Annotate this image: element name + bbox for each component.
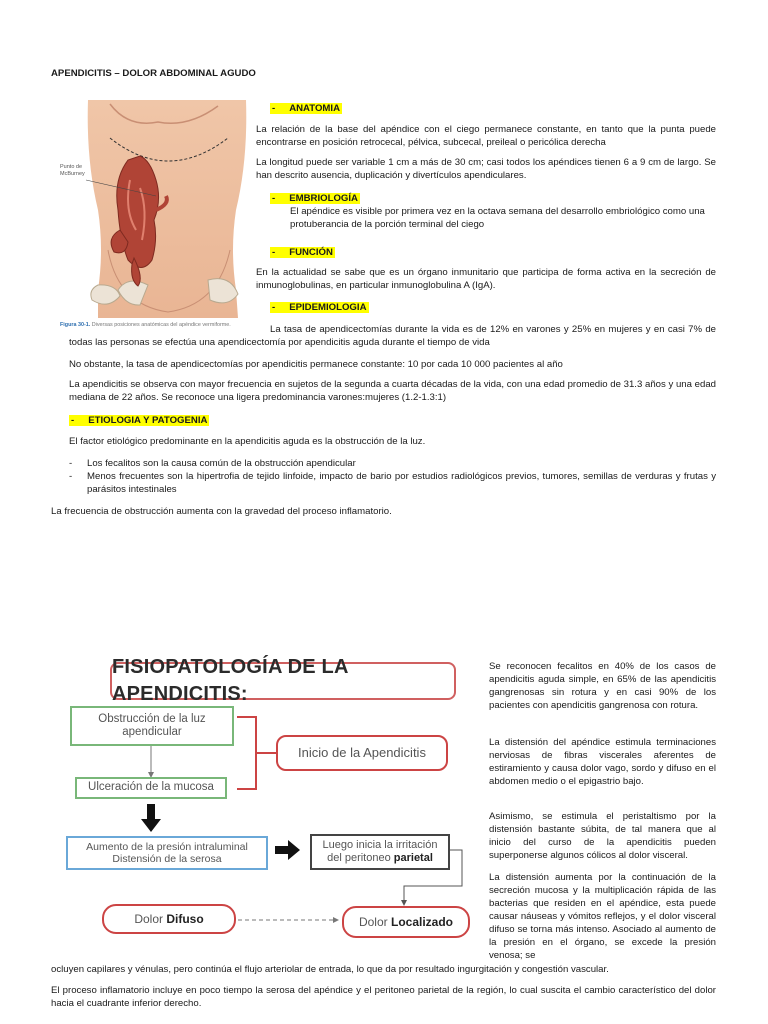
box-dolor-localizado [342, 906, 470, 938]
anatomia-paragraph-2: La longitud puede ser variable 1 cm a más de 30 cm; casi todos los apéndices tienen 6 a 9 cm de largo. Se han descrito ausencia, duplicación y divertículos apendiculares. [256, 157, 716, 181]
box-inicio-label: Inicio de la Apendicitis [298, 745, 426, 761]
box-dolor-localizado-line [359, 914, 453, 930]
box-dolor-localizado-label-a: Dolor [358, 914, 388, 929]
box-dolor-difuso-line [134, 911, 203, 927]
box-aumento [66, 836, 268, 870]
right-paragraph-4: La distensión aumenta por la continuación de la secreción mucosa y la multiplicación rápida de las bacterias que residen en el apéndice, esta puede causar náuseas y vómitos reflejos, y el dolor visceral difuso se torna más intenso. Asociado al aumento de la presión en el órgano, se excede la presión venosa; se [489, 872, 716, 961]
list-item: - Menos frecuentes son la hipertrofia de tejido linfoide, impacto de bario por estudios radiológicos previos, tumores, semillas de verduras y frutas y parásitos intestinales [69, 471, 716, 497]
epidemiologia-paragraph-3: La apendicitis se observa con mayor frecuencia en sujetos de la segunda a cuarta décadas de la vida, con una edad promedio de 31.3 años y una edad mediana de 22 años. Se reconoce una ligera predominancia varones:mujeres (1.2-1.3:1) [69, 379, 716, 403]
mcburney-callout: Punto de McBurney [60, 164, 85, 177]
anatomia-paragraph-1: La relación de la base del apéndice con el ciego permanece constante, en tanto que la punta puede encontrarse en posición retrocecal, pélvica, subcecal, preileal o pericólica derecha [256, 124, 716, 148]
anatomia-heading-highlight: - ANATOMIA [272, 103, 341, 114]
box-irritacion-line-b [327, 852, 433, 865]
funcion-text: En la actualidad se sabe que es un órgano inmunitario que participa de forma activa en la secreción de inmunoglobulinas, en particular inmunoglobulina A (IgA). [256, 267, 716, 291]
etiologia-intro: El factor etiológico predominante en la apendicitis aguda es la obstrucción de la luz. [69, 436, 426, 447]
etiologia-closing: La frecuencia de obstrucción aumenta con la gravedad del proceso inflamatorio. [51, 506, 392, 517]
bottom-paragraph-1: ocluyen capilares y vénulas, pero continúa el flujo arteriolar de entrada, lo que da por resultado ingurgitación y congestión vascular. [51, 964, 609, 975]
epidemiologia-paragraph-2: No obstante, la tasa de apendicectomías por apendicitis permanece constante: 10 por cada 10 000 pacientes al año [69, 359, 563, 370]
box-inicio [276, 735, 448, 771]
bottom-paragraph-2: El proceso inflamatorio incluye en poco tiempo la serosa del apéndice y el peritoneo parietal de la región, lo cual suscita el cambio característico del dolor hacia el cuadrante inferior derecho. [51, 985, 716, 1009]
list-item: - Los fecalitos son la causa común de la obstrucción apendicular [69, 458, 716, 471]
figure-caption-text: Diversas posiciones anatómicas del apéndice vermiforme. [91, 322, 231, 328]
epidemiologia-heading-highlight: - EPIDEMIOLOGIA [272, 302, 367, 313]
box-irritacion-label-b: del peritoneo [327, 852, 391, 864]
embriologia-heading-label: EMBRIOLOGÍA [289, 193, 358, 204]
thick-arrow-head [141, 819, 161, 832]
epidemiologia-paragraph-1: La tasa de apendicectomías durante la vida es de 12% en varones y 25% en mujeres y en casi 7% de todas las personas se efectúa una apendicectomía por apendicitis aguda durante el tiempo de vida [69, 324, 716, 348]
funcion-heading-highlight: - FUNCIÓN [272, 247, 333, 258]
right-arrow-head [288, 840, 300, 860]
box-ulceracion-label: Ulceración de la mucosa [88, 781, 214, 794]
right-paragraph-2: La distensión del apéndice estimula terminaciones nerviosas de fibras viscerales aferentes de estiramiento y causa dolor vago, sordo y difuso en el abdomen medio o el epigastrio bajo. [489, 737, 716, 787]
box-irritacion-label-a: Luego inicia la irritación [322, 839, 438, 852]
embriologia-heading-highlight: - EMBRIOLOGÍA [272, 193, 358, 204]
page-title: APENDICITIS – DOLOR ABDOMINAL AGUDO [51, 68, 256, 79]
etiologia-heading-label: ETIOLOGIA Y PATOGENIA [88, 415, 208, 426]
box-dolor-difuso-label-a: Dolor [134, 911, 163, 926]
right-paragraph-3: Asimismo, se estimula el peristaltismo por la distensión bastante súbita, de tal manera que al inicio del curso de la apendicitis pueden superponerse algunos cólicos al dolor visceral. [489, 811, 716, 861]
bracket-to-inicio [237, 717, 276, 789]
right-arrow-shaft [275, 846, 289, 854]
box-distension-label: Distensión de la serosa [112, 853, 222, 865]
box-ulceracion [75, 777, 227, 799]
box-irritacion-label-c: parietal [393, 852, 433, 864]
box-dolor-difuso [102, 904, 236, 934]
box-irritacion [310, 834, 450, 870]
box-dolor-difuso-label-b: Difuso [166, 911, 204, 926]
box-obstruccion-label: Obstrucción de la luz apendicular [98, 712, 206, 738]
anatomia-heading-label: ANATOMIA [289, 103, 341, 114]
right-paragraph-1: Se reconocen fecalitos en 40% de los casos de apendicitis aguda simple, en 65% de las apendicitis gangrenosas sin rotura y en casi 90% de los pacientes con apendicitis gangrenosa con rotura. [489, 661, 716, 711]
embriologia-text: El apéndice es visible por primera vez en la octava semana del desarrollo embriológico como una protuberancia de la porción terminal del ciego [290, 206, 705, 230]
box-obstruccion [70, 706, 234, 746]
diagram-title: FISIOPATOLOGÍA DE LA APENDICITIS: [110, 662, 456, 700]
dashed-arrow-head [333, 917, 339, 923]
epidemiologia-heading-label: EPIDEMIOLOGIA [289, 302, 367, 313]
box-dolor-localizado-label-b: Localizado [391, 914, 454, 929]
thick-arrow-shaft [147, 804, 155, 820]
box-aumento-label: Aumento de la presión intraluminal [86, 840, 248, 853]
figure-caption-label: Figura 30-1. [60, 322, 91, 328]
etiologia-heading-highlight: - ETIOLOGIA Y PATOGENIA [71, 415, 208, 426]
funcion-heading-label: FUNCIÓN [289, 247, 333, 258]
